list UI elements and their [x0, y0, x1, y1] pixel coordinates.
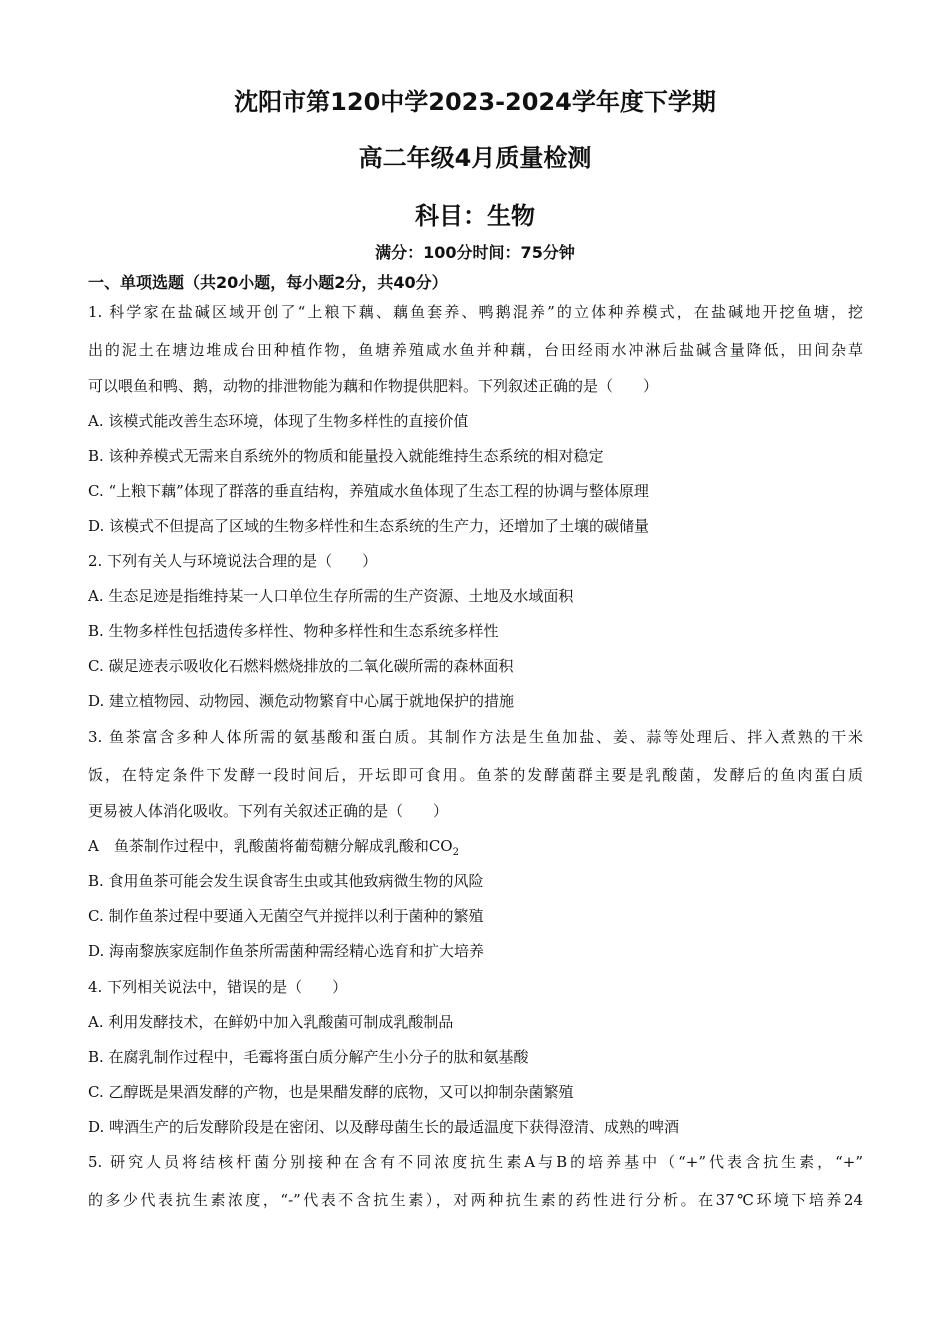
question-2-option-a: A. 生态足迹是指维持某一人口单位生存所需的生产资源、土地及水域面积 — [88, 587, 574, 605]
question-1-option-c: C. “上粮下藕”体现了群落的垂直结构，养殖咸水鱼体现了生态工程的协调与整体原理 — [88, 482, 649, 500]
question-3-stem-line-2: 饭，在特定条件下发酵一段时间后，开坛即可食用。鱼茶的发酵菌群主要是乳酸菌，发酵后的鱼肉蛋白质 — [88, 766, 863, 784]
section-title: 一、单项选题（共20小题，每小题2分，共40分） — [88, 273, 448, 292]
question-2-stem: 2. 下列有关人与环境说法合理的是（ ） — [88, 552, 378, 570]
score-time-info: 满分：100分时间：75分钟 — [375, 243, 575, 262]
question-1-stem-line-3: 可以喂鱼和鸭、鹅，动物的排泄物能为藕和作物提供肥料。下列叙述正确的是（ ） — [88, 377, 659, 395]
question-3-option-a-subscript: 2 — [452, 847, 459, 858]
exam-school-term-title: 沈阳市第120中学2023-2024学年度下学期 — [234, 88, 716, 116]
question-3-stem-line-1: 3. 鱼茶富含多种人体所需的氨基酸和蛋白质。其制作方法是生鱼加盐、姜、蒜等处理后、拌入煮熟的干米 — [88, 728, 863, 746]
question-2-option-d: D. 建立植物园、动物园、濒危动物繁育中心属于就地保护的措施 — [88, 692, 515, 710]
exam-name-title: 高二年级4月质量检测 — [358, 144, 592, 172]
question-4-stem: 4. 下列相关说法中，错误的是（ ） — [88, 978, 348, 996]
question-2-option-b: B. 生物多样性包括遗传多样性、物种多样性和生态系统多样性 — [88, 622, 499, 640]
question-3-option-b: B. 食用鱼茶可能会发生误食寄生虫或其他致病微生物的风险 — [88, 872, 484, 890]
question-1-stem-line-2: 出的泥土在塘边堆成台田种植作物，鱼塘养殖咸水鱼并种藕，台田经雨水冲淋后盐碱含量降低，田间杂草 — [88, 341, 863, 359]
question-4-option-c: C. 乙醇既是果酒发酵的产物，也是果醋发酵的底物，又可以抑制杂菌繁殖 — [88, 1083, 574, 1101]
question-5-stem-line-1: 5. 研究人员将结核杆菌分别接种在含有不同浓度抗生素A与B的培养基中（“+”代表含抗生素，“+” — [88, 1153, 863, 1171]
question-4-option-d: D. 啤酒生产的后发酵阶段是在密闭、以及酵母菌生长的最适温度下获得澄清、成熟的啤酒 — [88, 1118, 680, 1136]
question-3-stem-line-3: 更易被人体消化吸收。下列有关叙述正确的是（ ） — [88, 802, 449, 820]
question-4-option-a: A. 利用发酵技术，在鲜奶中加入乳酸菌可制成乳酸制品 — [88, 1013, 454, 1031]
question-1-option-b: B. 该种养模式无需来自系统外的物质和能量投入就能维持生态系统的相对稳定 — [88, 447, 604, 465]
question-1-option-a: A. 该模式能改善生态环境，体现了生物多样性的直接价值 — [88, 412, 469, 430]
question-3-option-a — [88, 836, 459, 863]
question-4-option-b: B. 在腐乳制作过程中，毛霉将蛋白质分解产生小分子的肽和氨基酸 — [88, 1048, 529, 1066]
question-2-option-c: C. 碳足迹表示吸收化石燃料燃烧排放的二氧化碳所需的森林面积 — [88, 657, 514, 675]
question-3-option-d: D. 海南黎族家庭制作鱼茶所需菌种需经精心选育和扩大培养 — [88, 942, 485, 960]
question-5-stem-line-2: 的多少代表抗生素浓度，“-”代表不含抗生素），对两种抗生素的药性进行分析。在37℃环境下培养24 — [88, 1191, 863, 1209]
question-3-option-c: C. 制作鱼茶过程中要通入无菌空气并搅拌以利于菌种的繁殖 — [88, 907, 484, 925]
question-3-option-a-text: A 鱼茶制作过程中，乳酸菌将葡萄糖分解成乳酸和CO — [88, 837, 453, 855]
subject-title: 科目：生物 — [415, 202, 535, 230]
question-1-option-d: D. 该模式不但提高了区域的生物多样性和生态系统的生产力，还增加了土壤的碳储量 — [88, 517, 650, 535]
question-1-stem-line-1: 1. 科学家在盐碱区域开创了“上粮下藕、藕鱼套养、鸭鹅混养”的立体种养模式，在盐碱地开挖鱼塘，挖 — [88, 303, 863, 321]
